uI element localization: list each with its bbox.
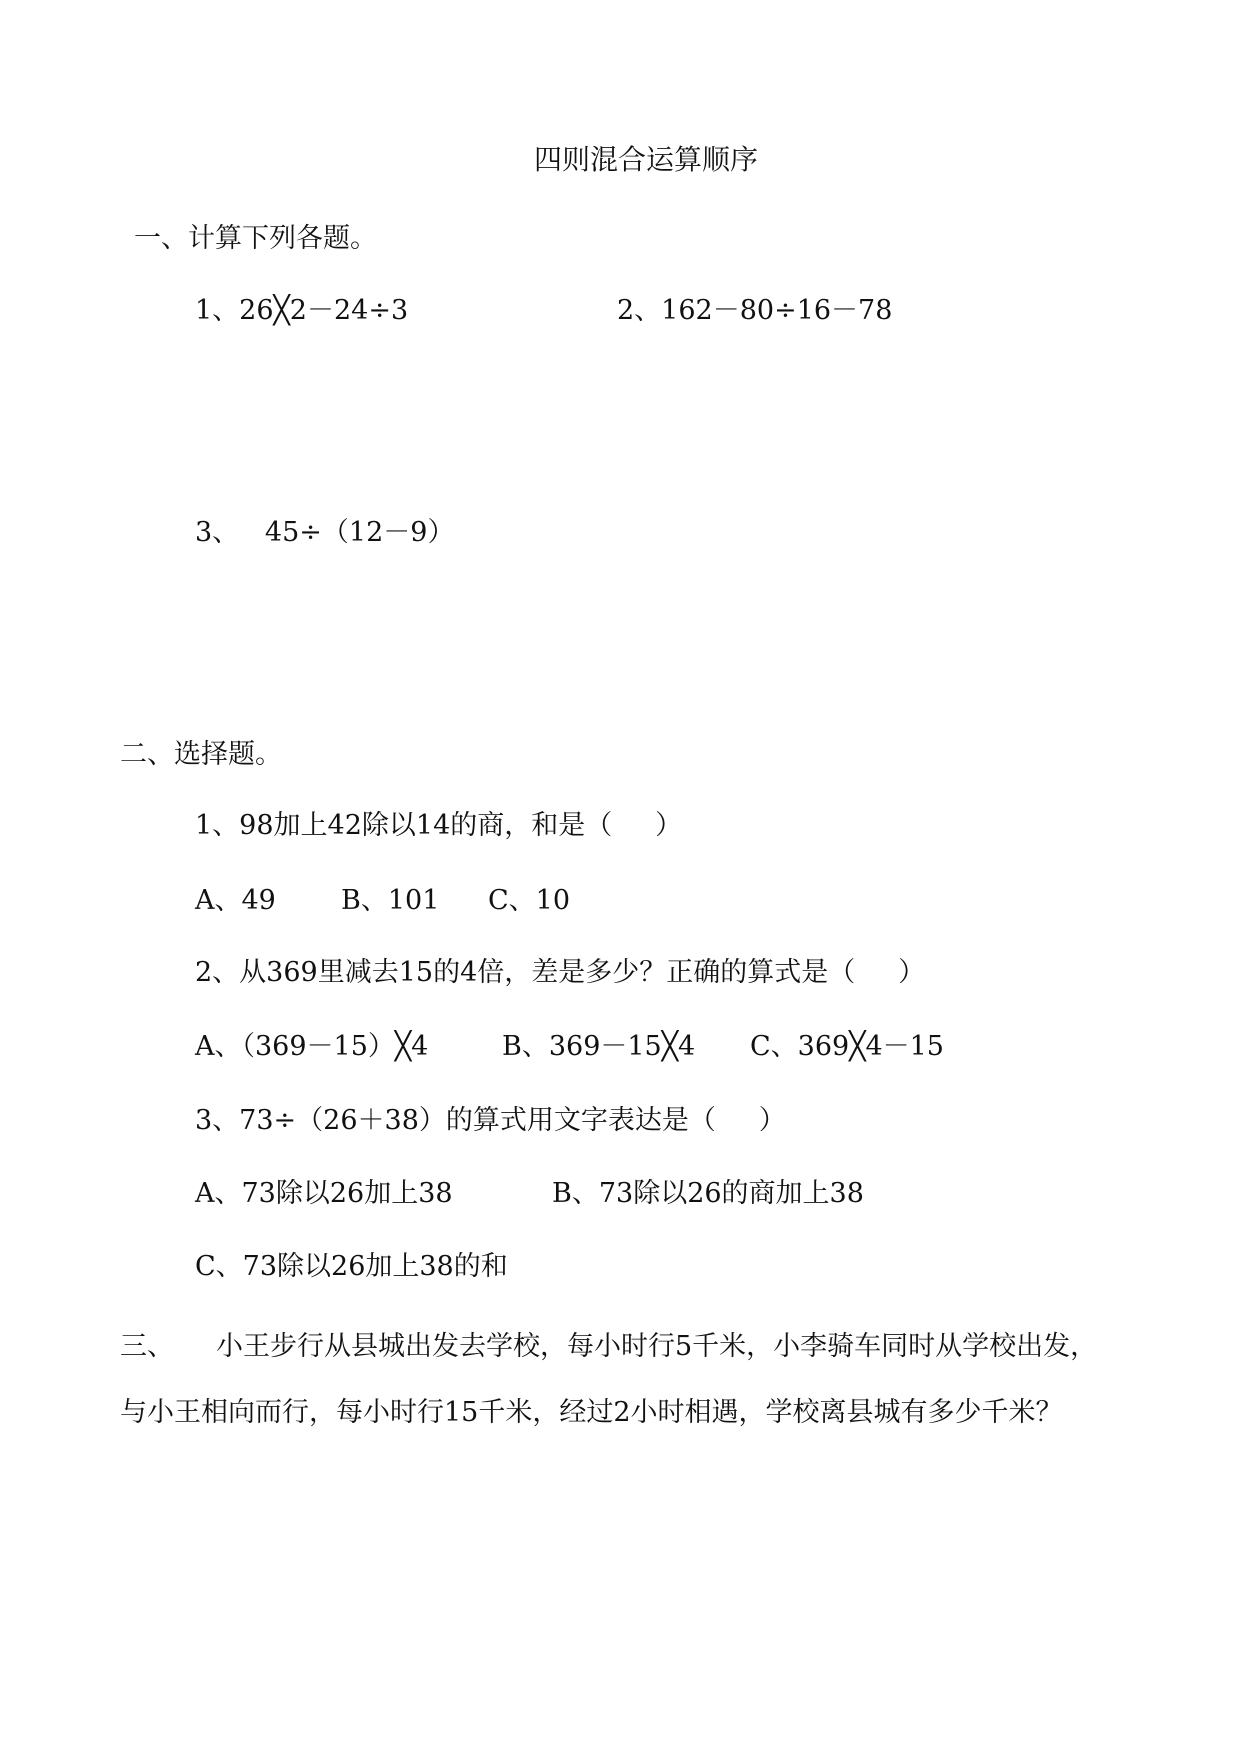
option-a: A、73除以26加上38 — [195, 1178, 453, 1209]
calc-question-1: 1、26╳2－24÷3 — [195, 295, 409, 326]
option-c: C、369╳4－15 — [750, 1031, 944, 1062]
option-b: B、101 — [341, 885, 440, 916]
option-b: B、73除以26的商加上38 — [552, 1178, 864, 1209]
word-problem — [120, 1314, 1110, 1446]
choice-question-3-options — [195, 1180, 864, 1207]
option-a: A、（369－15）╳4 — [195, 1031, 429, 1062]
option-a: A、49 — [195, 885, 276, 916]
word-problem-text: 小王步行从县城出发去学校，每小时行5千米，小李骑车同时从学校出发，与小王相向而行，每小时行15千米，经过2小时相遇，学校离县城有多少千米？ — [120, 1331, 1098, 1428]
choice-question-1-options — [195, 887, 570, 914]
option-c: C、73除以26加上38的和 — [195, 1251, 508, 1282]
option-c: C、10 — [488, 885, 571, 916]
choice-question-2-options — [195, 1033, 944, 1060]
section-3-label: 三、 — [120, 1331, 174, 1362]
choice-question-3: 3、73÷（26＋38）的算式用文字表达是（ ） — [195, 1105, 786, 1136]
section-1-heading: 一、计算下列各题。 — [134, 223, 377, 254]
calc-question-3: 3、 45÷（12－9） — [195, 517, 455, 548]
page-title: 四则混合运算顺序 — [534, 143, 759, 176]
section-2-heading: 二、选择题。 — [120, 739, 282, 770]
option-b: B、369－15╳4 — [502, 1031, 696, 1062]
choice-question-2: 2、从369里减去15的4倍，差是多少？正确的算式是（ ） — [195, 957, 926, 988]
calc-question-2: 2、162－80÷16－78 — [617, 295, 893, 326]
choice-question-1: 1、98加上42除以14的商，和是（ ） — [195, 810, 683, 841]
